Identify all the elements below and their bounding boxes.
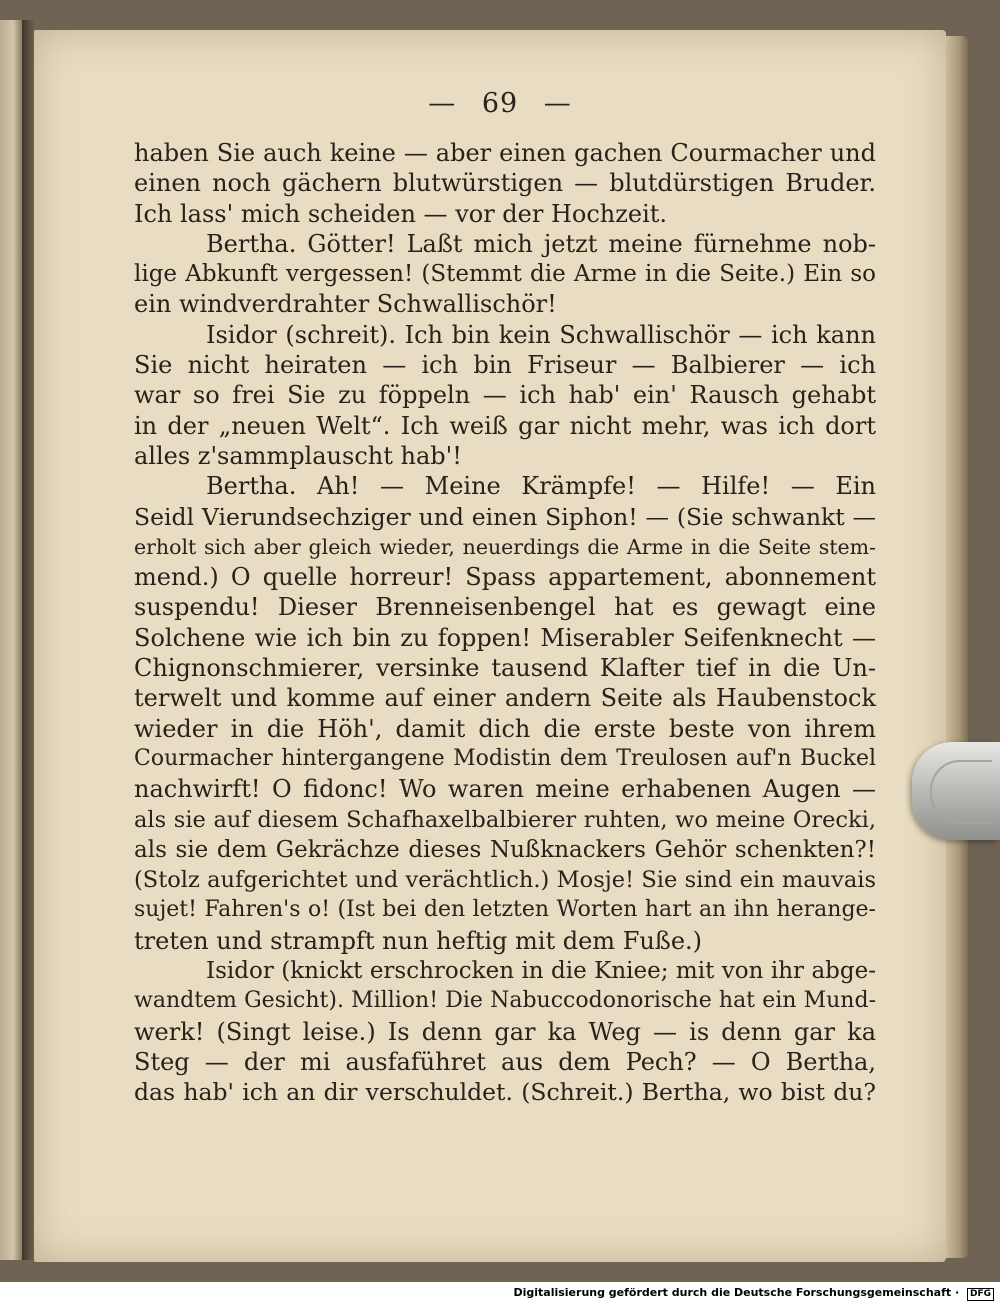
text-line: das hab' ich an dir verschuldet. (Schreit.) Bertha, wo bist du? — [134, 1078, 876, 1107]
text-line: Sie nicht heiraten — ich bin Friseur — Balbierer — ich — [134, 351, 876, 380]
text-line: suspendu! Dieser Brenneisenbengel hat es gewagt eine — [134, 593, 876, 622]
page-number-dash-left: — — [428, 88, 457, 119]
page-number — [0, 88, 1000, 119]
text-line: in der „neuen Welt“. Ich weiß gar nicht mehr, was ich dort — [134, 411, 876, 440]
text-line: war so frei Sie zu föppeln — ich hab' ein' Rausch gehabt — [134, 381, 876, 410]
text-line: Isidor (knickt erschrocken in die Kniee; mit von ihr abge- — [206, 958, 876, 985]
text-line: Isidor (schreit). Ich bin kein Schwallischör — ich kann — [206, 320, 876, 349]
text-line: nachwirft! O fidonc! Wo waren meine erhabenen Augen — — [134, 775, 876, 804]
page-stack-edge — [946, 36, 968, 1258]
text-line: terwelt und komme auf einer andern Seite als Haubenstock — [134, 684, 876, 713]
dfg-logo: DFG — [967, 1288, 994, 1301]
text-line: einen noch gächern blutwürstigen — blutdürstigen Bruder. — [134, 169, 876, 198]
page-number-value: 69 — [481, 88, 519, 119]
text-line: sujet! Fahren's o! (Ist bei den letzten Worten hart an ihn herange- — [134, 897, 876, 923]
previous-page-edge — [0, 20, 22, 1260]
digitization-credit-text: Digitalisierung gefördert durch die Deutsche Forschungsgemeinschaft · — [513, 1286, 960, 1299]
text-line: Bertha. Ah! — Meine Krämpfe! — Hilfe! — Ein — [206, 472, 876, 501]
text-line: lige Abkunft vergessen! (Stemmt die Arme in die Seite.) Ein so — [134, 261, 876, 288]
text-line: treten und strampft nun heftig mit dem Fuße.) — [134, 926, 703, 955]
text-line: Steg — der mi ausfaführet aus dem Pech? — O Bertha, — [134, 1047, 876, 1076]
text-line: mend.) O quelle horreur! Spass appartement, abonnement — [134, 563, 876, 592]
text-line: als sie auf diesem Schafhaxelbalbierer ruhten, wo meine Orecki, — [134, 806, 876, 833]
book-gutter — [22, 20, 34, 1260]
text-line: Solchene wie ich bin zu foppen! Miserabler Seifenknecht — — [134, 623, 876, 652]
text-line: erholt sich aber gleich wieder, neuerdings die Arme in die Seite stem- — [134, 534, 876, 559]
text-line: Bertha. Götter! Laßt mich jetzt meine fürnehme nob- — [206, 229, 876, 258]
metal-clip-edge — [930, 760, 992, 824]
page-number-dash-right: — — [543, 88, 572, 119]
text-line: als sie dem Gekrächze dieses Nußknackers Gehör schenkten?! — [134, 836, 876, 863]
text-line: ein windverdrahter Schwallischör! — [134, 290, 557, 319]
text-line: haben Sie auch keine — aber einen gachen Courmacher und — [134, 139, 876, 167]
page-body-text — [134, 138, 876, 1108]
text-line: Courmacher hintergangene Modistin dem Treulosen auf'n Buckel — [134, 745, 876, 771]
text-line: wandtem Gesicht). Million! Die Nabuccodonorische hat ein Mund- — [134, 988, 876, 1014]
text-line: (Stolz aufgerichtet und verächtlich.) Mosje! Sie sind ein mauvais — [134, 867, 876, 894]
text-line: alles z'sammplauscht hab'! — [134, 441, 462, 470]
text-line: werk! (Singt leise.) Is denn gar ka Weg — is denn gar ka — [134, 1017, 876, 1046]
digitization-credit — [513, 1282, 994, 1303]
text-line: Chignonschmierer, versinke tausend Klafter tief in die Un- — [134, 654, 876, 683]
text-line: Seidl Vierundsechziger und einen Siphon! — (Sie schwankt — — [134, 502, 876, 531]
text-line: Ich lass' mich scheiden — vor der Hochzeit. — [134, 199, 668, 228]
text-line: wieder in die Höh', damit dich die erste beste von ihrem — [134, 714, 876, 743]
